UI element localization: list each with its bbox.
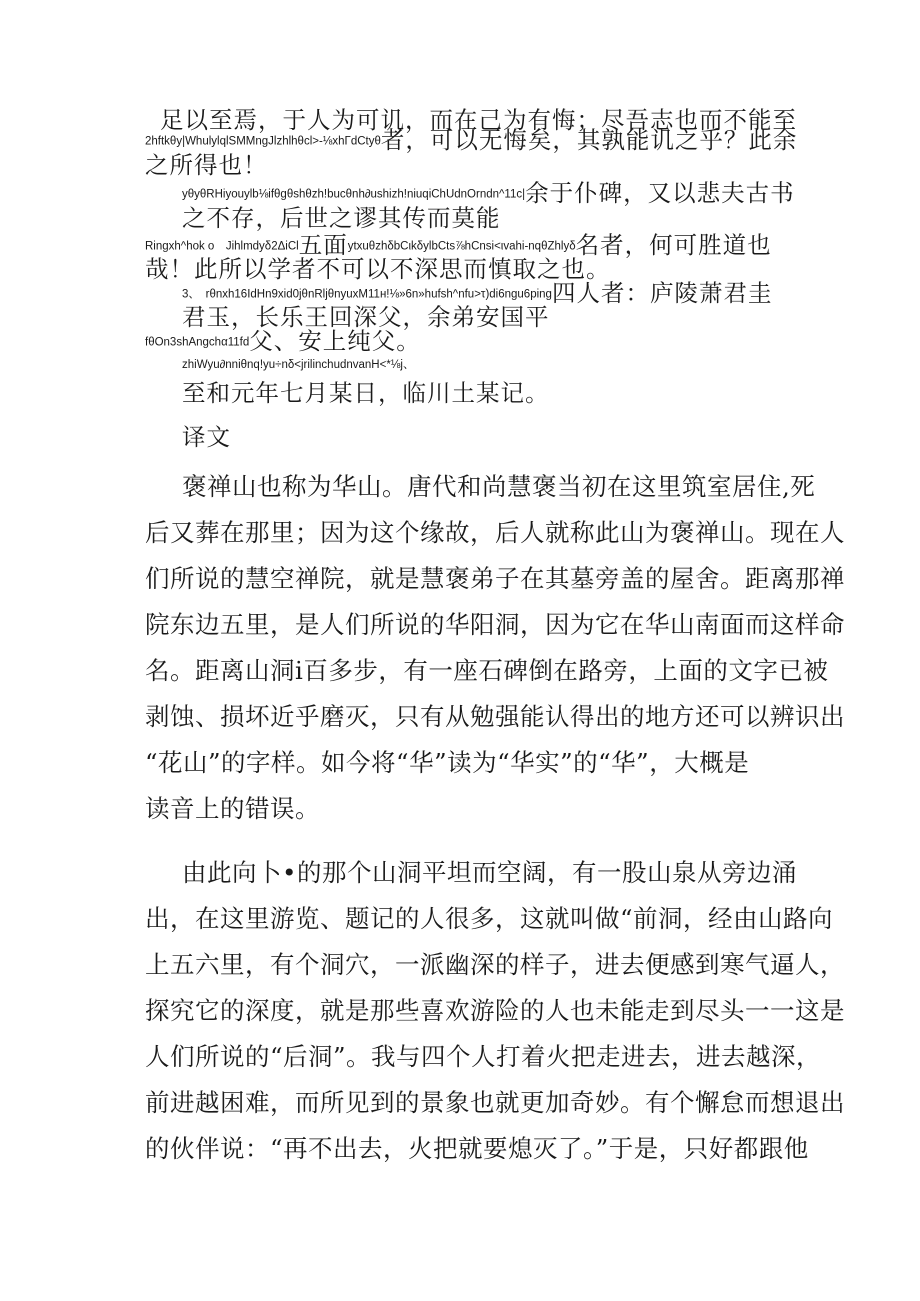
pinyin-annotation: ytxuθzhδbCιkδylbCts⅞hCnsi<ιvahi-nqθZhlyδ (347, 240, 576, 253)
original-line-9: 君玉，长乐王回深父，余弟安国平 (182, 303, 550, 331)
original-line-2: 2hftkθy|WhulylqlSMMngJlzhlhθcl>-⅛xhΓdCtyθ者，可以无悔矣，其孰能讥之乎？此余 (145, 126, 798, 154)
translation-line: 上五六里，有个洞穴，一派幽深的样子，进去便感到寒气逼人， (145, 950, 845, 979)
translation-line: 们所说的慧空禅院，就是慧褒弟子在其墓旁盖的屋舍。距离那禅 (145, 564, 845, 593)
translation-line: 剥蚀、损坏近乎磨灭，只有从勉强能认得出的地方还可以辨识出 (145, 702, 845, 731)
original-line-1: 足以至焉，于人为可讥，而在己为有悔；尽吾志也而不能至 (160, 106, 797, 134)
pinyin-annotation: fθOn3shAngchα11fd (145, 336, 250, 349)
original-line-4: yθyθRHiyouylb⅛ifθgθshθzh!bucθnh∂ushizh!niuqiChUdnOrndn^11c|余于仆碑，又以悲夫古书 (182, 179, 795, 207)
translation-line: “花山”的字样。如今将“华”读为“华实”的“华”，大概是 (145, 748, 750, 777)
translation-line: 前进越困难，而所见到的景象也就更加奇妙。有个懈怠而想退出 (145, 1088, 845, 1117)
translation-line: 出，在这里游览、题记的人很多，这就叫做“前洞，经由山路向 (145, 904, 834, 933)
original-line-10: fθOn3shAngchα11fd父、安上纯父。 (145, 327, 421, 355)
pinyin-annotation-line: zhiWyu∂nniθnq!yu÷nδ<jrilinchudnvanH<*⅛j、 (182, 359, 415, 371)
translation-line: 后又葬在那里；因为这个缘故，后人就称此山为褒禅山。现在人 (145, 518, 845, 547)
translation-line: 由此向卜•的那个山洞平坦而空阔，有一股山泉从旁边涌 (182, 858, 797, 887)
original-line-7: 哉！此所以学者不可以不深思而慎取之也。 (145, 255, 611, 283)
original-line-6: Ringxh^hok o Jihlmdyδ2ΔiCl五面ytxuθzhδbCιkδylbCts⅞hCnsi<ιvahi-nqθZhlyδ名者，何可胜道也 (145, 231, 772, 259)
original-line-3: 之所得也！ (145, 151, 268, 179)
translation-line: 人们所说的“后洞”。我与四个人打着火把走进去，进去越深， (145, 1042, 822, 1071)
translation-line: 读音上的错误。 (145, 794, 320, 823)
section-heading: 译文 (182, 423, 231, 451)
pinyin-annotation: 2hftkθy|WhulylqlSMMngJlzhlhθcl>-⅛xhΓdCtyθ (145, 135, 381, 148)
pinyin-annotation: Ringxh^hok o Jihlmdyδ2ΔiCl (145, 240, 299, 253)
pinyin-annotation: yθyθRHiyouylb⅛ifθgθshθzh!bucθnh∂ushizh!niuqiChUdnOrndn^11c| (182, 188, 526, 201)
translation-line: 院东边五里，是人们所说的华阳洞，因为它在华山南面而这样命 (145, 610, 845, 639)
original-line-5: 之不存，后世之谬其传而莫能 (182, 204, 501, 232)
original-line-8: 3、 rθnxh16IdHn9xid0jθnRljθnyuxM11н!⅛»6n»hufsh^nfu>τ)di6ngu6ping四人者：庐陵萧君圭 (182, 279, 773, 307)
translation-line: 探究它的深度，就是那些喜欢游险的人也未能走到尽头一一这是 (145, 996, 845, 1025)
original-line-12: 至和元年七月某日，临川土某记。 (182, 379, 550, 407)
pinyin-annotation: 3、 rθnxh16IdHn9xid0jθnRljθnyuxM11н!⅛»6n»hufsh^nfu>τ)di6ngu6ping (182, 288, 552, 301)
translation-line: 褒禅山也称为华山。唐代和尚慧褒当初在这里筑室居住,死 (182, 472, 816, 501)
translation-line: 的伙伴说：“再不出去，火把就要熄灭了。”于是，只好都跟他 (145, 1134, 809, 1163)
translation-line: 名。距离山洞i百多步，有一座石碑倒在路旁，上面的文字已被 (145, 656, 829, 685)
